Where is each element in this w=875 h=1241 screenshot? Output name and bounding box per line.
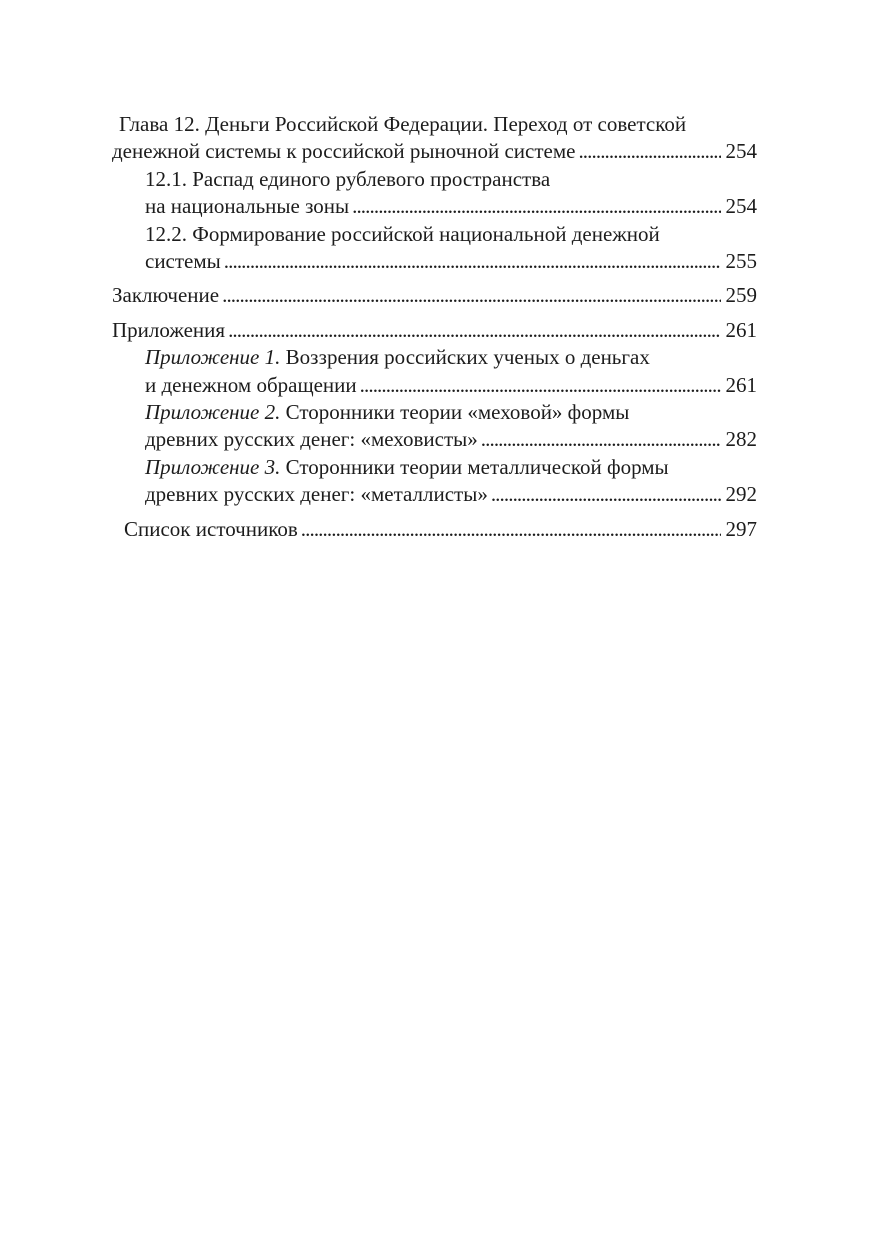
toc-entry-text <box>145 344 650 371</box>
toc-entry-label: Приложения <box>112 317 226 342</box>
toc-entry-text <box>119 111 686 138</box>
table-of-contents <box>112 111 757 543</box>
toc-entry-label: 12.2. Формирование российской национальной денежной <box>145 221 660 246</box>
toc-entry-appendix-1 <box>112 344 757 399</box>
toc-entry-label: Сторонники теории металлической формы <box>280 454 669 479</box>
toc-entry-section-12-2 <box>112 221 757 276</box>
toc-entry-text <box>145 399 629 426</box>
page-number: 259 <box>725 283 757 308</box>
toc-entry-text <box>112 282 219 309</box>
toc-entry-text <box>145 372 357 399</box>
toc-entry-label: Воззрения российских ученых о деньгах <box>280 345 650 370</box>
toc-entry-appendix-3 <box>112 454 757 509</box>
toc-line <box>112 138 757 165</box>
page-number: 254 <box>725 139 757 164</box>
toc-entry-text <box>145 166 550 193</box>
toc-entry-text <box>112 317 225 344</box>
toc-line <box>145 344 757 371</box>
toc-entry-text <box>145 454 669 481</box>
toc-entry-text <box>124 516 298 543</box>
dot-leader <box>578 138 720 165</box>
toc-entry-text <box>145 426 478 453</box>
toc-line <box>145 426 757 453</box>
dot-leader <box>224 248 721 275</box>
toc-line <box>112 282 757 309</box>
toc-entry-label-italic: Приложение 3. <box>145 454 281 479</box>
toc-line <box>145 399 757 426</box>
toc-entry-section-12-1 <box>112 166 757 221</box>
toc-entry-text <box>112 138 575 165</box>
toc-entry-label: на национальные зоны <box>145 194 350 219</box>
dot-leader <box>352 193 720 220</box>
toc-entry-chapter-12 <box>112 111 757 166</box>
toc-line <box>145 372 757 399</box>
toc-line <box>145 481 757 508</box>
toc-line <box>145 454 757 481</box>
toc-entry-sources-list <box>112 516 757 543</box>
toc-entry-text <box>145 221 660 248</box>
toc-entry-label-italic: Приложение 1. <box>145 345 281 370</box>
toc-entry-appendices <box>112 317 757 344</box>
toc-entry-label-italic: Приложение 2. <box>145 400 281 425</box>
dot-leader <box>228 317 720 344</box>
toc-line <box>124 516 757 543</box>
toc-entry-text <box>145 481 488 508</box>
toc-line <box>112 317 757 344</box>
dot-leader <box>301 516 721 543</box>
dot-leader <box>491 481 721 508</box>
toc-entry-text <box>145 248 221 275</box>
toc-entry-appendix-2 <box>112 399 757 454</box>
page-number: 292 <box>725 482 757 507</box>
dot-leader <box>360 372 721 399</box>
toc-line <box>112 111 757 138</box>
toc-line <box>145 166 757 193</box>
toc-entry-label: и денежном обращении <box>145 372 357 397</box>
page-number: 282 <box>725 427 757 452</box>
toc-entry-label: Заключение <box>112 283 220 308</box>
toc-entry-label: системы <box>145 249 221 274</box>
toc-entry-label: денежной системы к российской рыночной системе <box>112 139 576 164</box>
toc-line <box>145 221 757 248</box>
dot-leader <box>481 426 721 453</box>
page-number: 254 <box>725 194 757 219</box>
toc-entry-label: древних русских денег: «металлисты» <box>145 482 488 507</box>
toc-entry-conclusion <box>112 282 757 309</box>
toc-entry-label: Глава 12. Деньги Российской Федерации. Переход от советской <box>119 112 687 136</box>
toc-line <box>145 193 757 220</box>
toc-entry-label: 12.1. Распад единого рублевого пространства <box>145 166 551 191</box>
toc-entry-label: Сторонники теории «меховой» формы <box>280 400 630 425</box>
page-number: 261 <box>725 372 757 397</box>
dot-leader <box>222 282 720 309</box>
page-number: 297 <box>725 516 757 541</box>
page-number: 255 <box>725 249 757 274</box>
toc-entry-label: Список источников <box>124 516 298 541</box>
toc-line <box>145 248 757 275</box>
toc-entry-label: древних русских денег: «меховисты» <box>145 427 478 452</box>
page-number: 261 <box>725 317 757 342</box>
toc-entry-text <box>145 193 349 220</box>
